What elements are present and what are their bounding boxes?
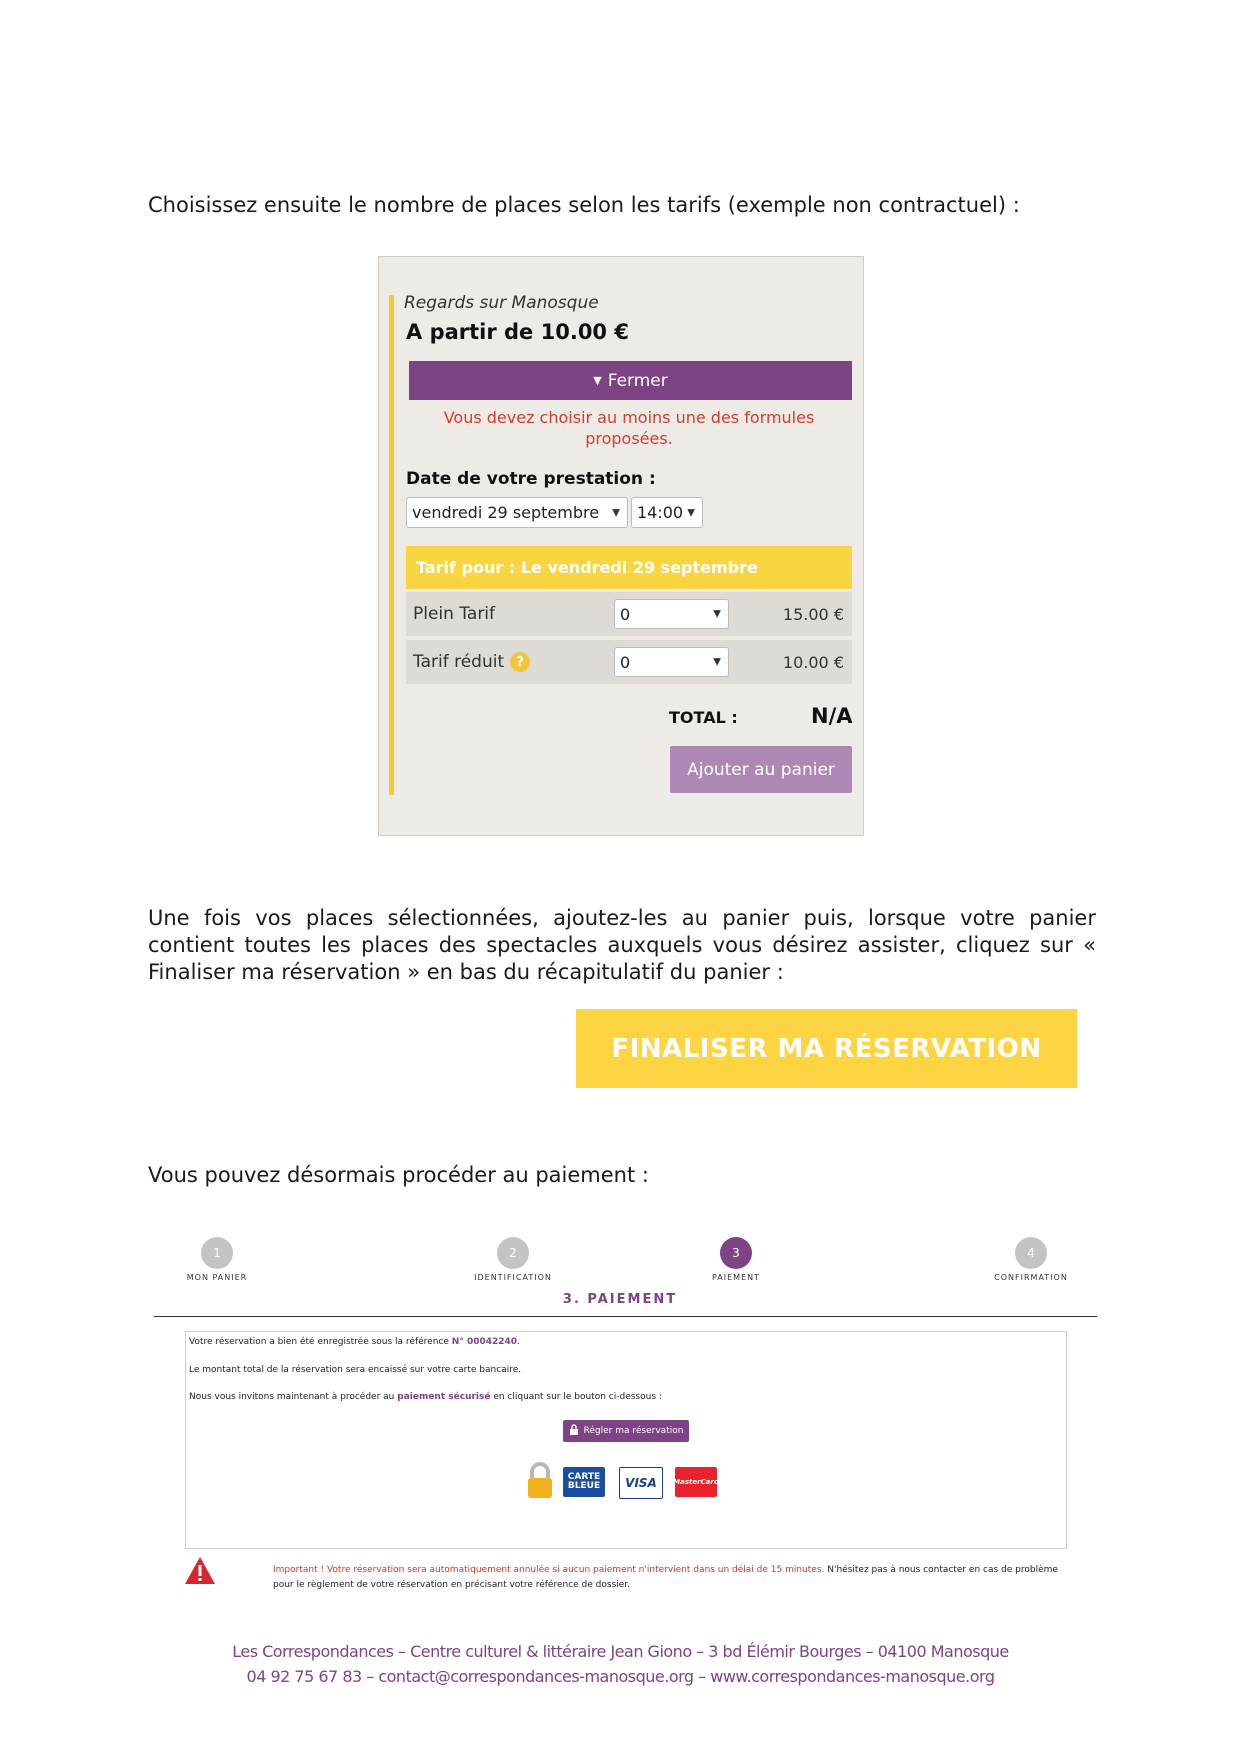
date-select[interactable] (406, 497, 628, 528)
quantity-select[interactable] (614, 599, 729, 629)
cart-paragraph: Une fois vos places sélectionnées, ajoutez-les au panier puis, lorsque votre panier contient toutes les places des spectacles auxquels vous désirez assister, cliquez sur « Finaliser ma réservation » en bas du récapitulatif du panier : (148, 906, 1096, 984)
chevron-down-icon: ▼ (687, 507, 695, 518)
total-label: TOTAL : (669, 708, 738, 727)
reference-line: Votre réservation a bien été enregistrée sous la référence N° 00042240. (189, 1337, 520, 1347)
footer-address: Les Correspondances – Centre culturel & littéraire Jean Giono – 3 bd Élémir Bourges – 04100 Manosque (232, 1642, 1009, 1661)
tarif-header: Tarif pour : Le vendredi 29 septembre (406, 546, 852, 589)
accent-bar (389, 295, 394, 795)
chevron-down-icon: ▼ (713, 656, 721, 668)
step-circle: 2 (497, 1237, 529, 1269)
booking-widget (378, 256, 864, 836)
add-to-cart-button[interactable]: Ajouter au panier (670, 746, 852, 793)
step-label: IDENTIFICATION (474, 1273, 552, 1282)
chevron-down-icon: ▼ (713, 608, 721, 620)
close-button[interactable] (409, 361, 852, 400)
amount-line: Le montant total de la réservation sera encaissé sur votre carte bancaire. (189, 1365, 522, 1375)
total-value: N/A (811, 704, 853, 728)
finalize-button[interactable]: FINALISER MA RÉSERVATION (576, 1009, 1077, 1088)
pay-button-label: Régler ma réservation (583, 1426, 684, 1436)
payment-intro: Vous pouvez désormais procéder au paiement : (148, 1163, 649, 1187)
reference-number: N° 00042240 (451, 1337, 518, 1347)
warning-icon (184, 1556, 216, 1589)
mastercard-icon: MasterCard (675, 1467, 717, 1497)
step-label: PAIEMENT (711, 1273, 761, 1282)
close-button-label: Fermer (607, 370, 668, 391)
footer-contact: 04 92 75 67 83 – contact@correspondances-manosque.org – www.correspondances-manosque.org (246, 1667, 995, 1686)
tarif-row (406, 592, 852, 636)
event-subtitle: Regards sur Manosque (404, 293, 599, 313)
tarif-label: Tarif réduit ? (413, 652, 530, 672)
step-label: CONFIRMATION (994, 1273, 1068, 1282)
time-select-value: 14:00 (637, 503, 684, 522)
price-from: A partir de 10.00 € (406, 320, 629, 344)
tarif-price: 15.00 € (782, 605, 844, 624)
visa-icon: VISA (619, 1467, 663, 1499)
date-label: Date de votre prestation : (406, 469, 656, 489)
help-icon[interactable]: ? (510, 652, 530, 672)
padlock-icon (526, 1462, 554, 1504)
tarif-row (406, 640, 852, 684)
quantity-value: 0 (620, 652, 631, 672)
step-circle: 1 (201, 1237, 233, 1269)
intro-paragraph: Choisissez ensuite le nombre de places selon les tarifs (exemple non contractuel) : (148, 193, 1020, 217)
tarif-label: Plein Tarif (413, 604, 496, 624)
divider (154, 1316, 1097, 1317)
lock-icon (569, 1424, 579, 1438)
chevron-down-icon: ▼ (612, 507, 620, 518)
time-select[interactable] (631, 497, 703, 528)
warning-text: Important ! Votre réservation sera automatiquement annulée si aucun paiement n'intervient dans un délai de 15 minutes. N'hésitez pas à nous contacter en cas de problème pour le règlement de votre réservation en précisant votre référence de dossier. (273, 1565, 1058, 1590)
quantity-value: 0 (620, 604, 631, 624)
step-circle: 4 (1015, 1237, 1047, 1269)
tarif-price: 10.00 € (782, 653, 844, 672)
step-circle-active: 3 (720, 1237, 752, 1269)
step-label: MON PANIER (186, 1273, 248, 1282)
carte-bleue-icon: CARTE BLEUE (563, 1467, 605, 1497)
quantity-select[interactable] (614, 647, 729, 677)
error-message: Vous devez choisir au moins une des formules proposées. (443, 408, 815, 448)
date-select-value: vendredi 29 septembre (412, 503, 600, 522)
caret-down-icon: ▼ (593, 374, 602, 387)
payment-title: 3. PAIEMENT (562, 1292, 678, 1307)
invite-line: Nous vous invitons maintenant à procéder au paiement sécurisé en cliquant sur le bouton ci-dessous : (189, 1392, 662, 1402)
pay-button[interactable] (563, 1420, 689, 1442)
